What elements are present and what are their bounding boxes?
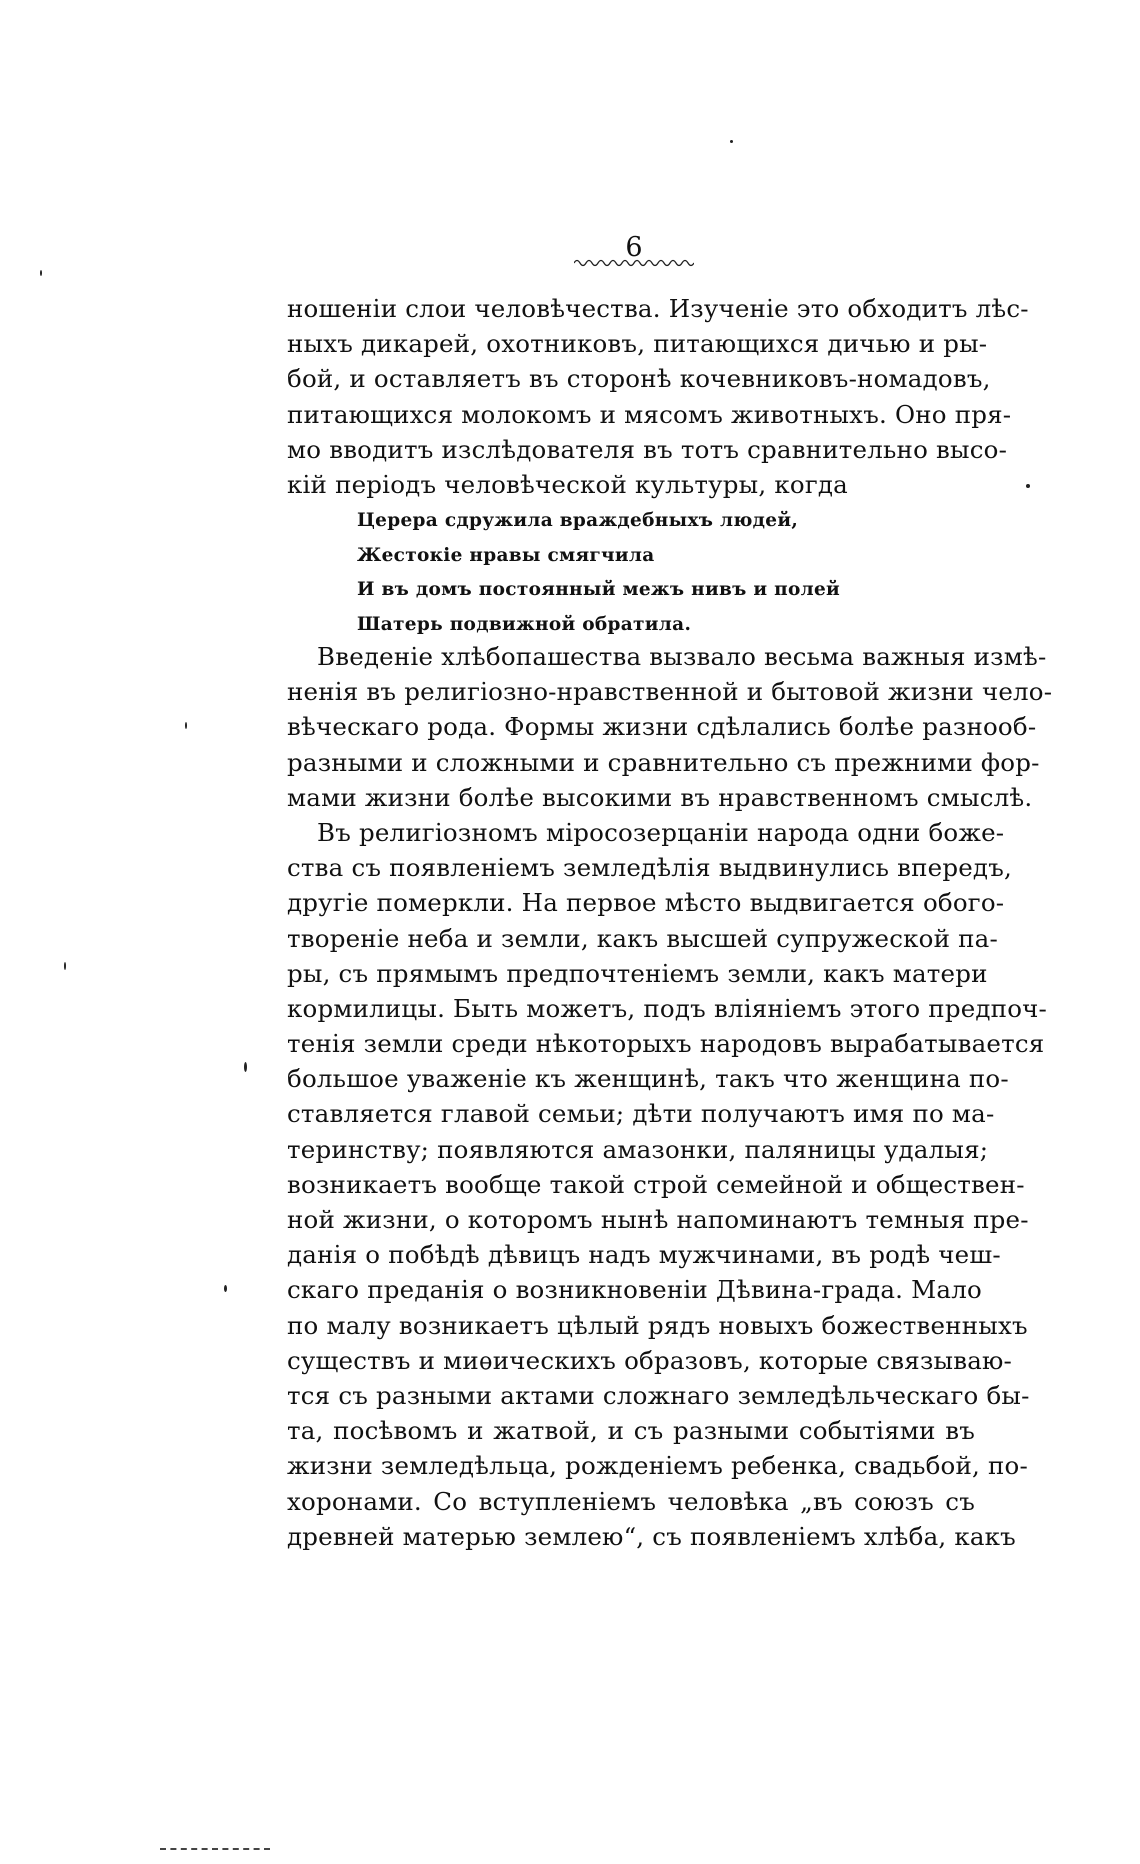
text-line: существъ и миѳическихъ образовъ, которые связываю- <box>287 1345 1013 1375</box>
text-line: древней матерью землею“, съ появленіемъ хлѣба, какъ <box>287 1521 1016 1551</box>
text-line: кормилицы. Быть можетъ, подъ вліяніемъ этого предпоч- <box>287 993 1048 1023</box>
paragraph-3 <box>287 815 1048 1554</box>
text-line: теринству; появляются амазонки, паляницы удалыя; <box>287 1134 989 1164</box>
text-line: ры, съ прямымъ предпочтеніемъ земли, какъ матери <box>287 958 988 988</box>
text-line: тенія земли среди нѣкоторыхъ народовъ вырабатывается <box>287 1029 1045 1059</box>
text-line: ства съ появленіемъ земледѣлія выдвинулись впередъ, <box>287 853 1012 883</box>
text-line: вѣческаго рода. Формы жизни сдѣлались болѣе разнооб- <box>287 712 1037 742</box>
text-line: мо вводитъ изслѣдователя въ тотъ сравнительно высо- <box>287 434 1008 464</box>
text-line: скаго преданія о возникновеніи Дѣвина-града. Мало <box>287 1275 982 1305</box>
text-line: по малу возникаетъ цѣлый рядъ новыхъ божественныхъ <box>287 1310 1028 1340</box>
scan-speck <box>40 270 42 276</box>
text-line: кій періодъ человѣческой культуры, когда <box>287 469 848 499</box>
verse-quotation <box>357 504 877 642</box>
paragraph-1 <box>287 291 1029 502</box>
scan-speck <box>244 1062 247 1072</box>
text-line: ныхъ дикарей, охотниковъ, питающихся дичью и ры- <box>287 329 988 359</box>
text-line: хоронами. Со вступленіемъ человѣка „въ союзъ съ <box>287 1486 975 1516</box>
text-line: Въ религіозномъ міросозерцаніи народа одни боже- <box>317 817 1005 847</box>
text-line: другіе померкли. На первое мѣсто выдвигается обого- <box>287 888 1005 918</box>
verse-line: И въ домъ постоянный межъ нивъ и полей <box>357 579 841 600</box>
text-line: тся съ разными актами сложнаго земледѣльческаго бы- <box>287 1380 1030 1410</box>
text-line: та, посѣвомъ и жатвой, и съ разными событіями въ <box>287 1416 975 1446</box>
scan-speck <box>730 140 733 143</box>
text-line: данія о побѣдѣ дѣвицъ надъ мужчинами, въ родѣ чеш- <box>287 1240 1001 1270</box>
scan-footer-mark <box>160 1848 270 1853</box>
text-line: возникаетъ вообще такой строй семейной и обществен- <box>287 1169 1025 1199</box>
text-line: ношеніи слои человѣчества. Изученіе это обходитъ лѣс- <box>287 294 1029 323</box>
page-number-wavy-rule <box>574 258 694 268</box>
text-line: бой, и оставляетъ въ сторонѣ кочевниковъ-номадовъ, <box>287 364 991 394</box>
text-line: Введеніе хлѣбопашества вызвало весьма важныя измѣ- <box>317 642 1047 671</box>
text-line: жизни земледѣльца, рожденіемъ ребенка, свадьбой, по- <box>287 1451 1028 1481</box>
text-line: питающихся молокомъ и мясомъ животныхъ. Оно пря- <box>287 399 1012 429</box>
scan-speck <box>1026 484 1030 488</box>
verse-line: Шатерь подвижной обратила. <box>357 613 692 635</box>
verse-line: Церера сдружила враждебныхъ людей, <box>357 510 799 531</box>
text-line: ненія въ религіозно-нравственной и бытовой жизни чело- <box>287 677 1053 707</box>
paragraph-2 <box>287 639 1053 815</box>
verse-line: Жестокіе нравы смягчила <box>357 544 655 566</box>
scan-speck <box>185 722 187 729</box>
text-line: большое уваженіе къ женщинѣ, такъ что женщина по- <box>287 1064 1009 1094</box>
scan-speck <box>224 1285 227 1292</box>
scan-speck <box>64 962 66 970</box>
body-text <box>287 639 1053 1554</box>
text-line: мами жизни болѣе высокими въ нравственномъ смыслѣ. <box>287 782 1033 812</box>
text-line: разными и сложными и сравнительно съ прежними фор- <box>287 747 1040 777</box>
text-line: твореніе неба и земли, какъ высшей супружеской па- <box>287 923 998 953</box>
page-number: 6 <box>625 232 643 263</box>
text-line: ной жизни, о которомъ нынѣ напоминаютъ темныя пре- <box>287 1205 1029 1234</box>
text-line: ставляется главой семьи; дѣти получаютъ имя по ма- <box>287 1099 995 1129</box>
